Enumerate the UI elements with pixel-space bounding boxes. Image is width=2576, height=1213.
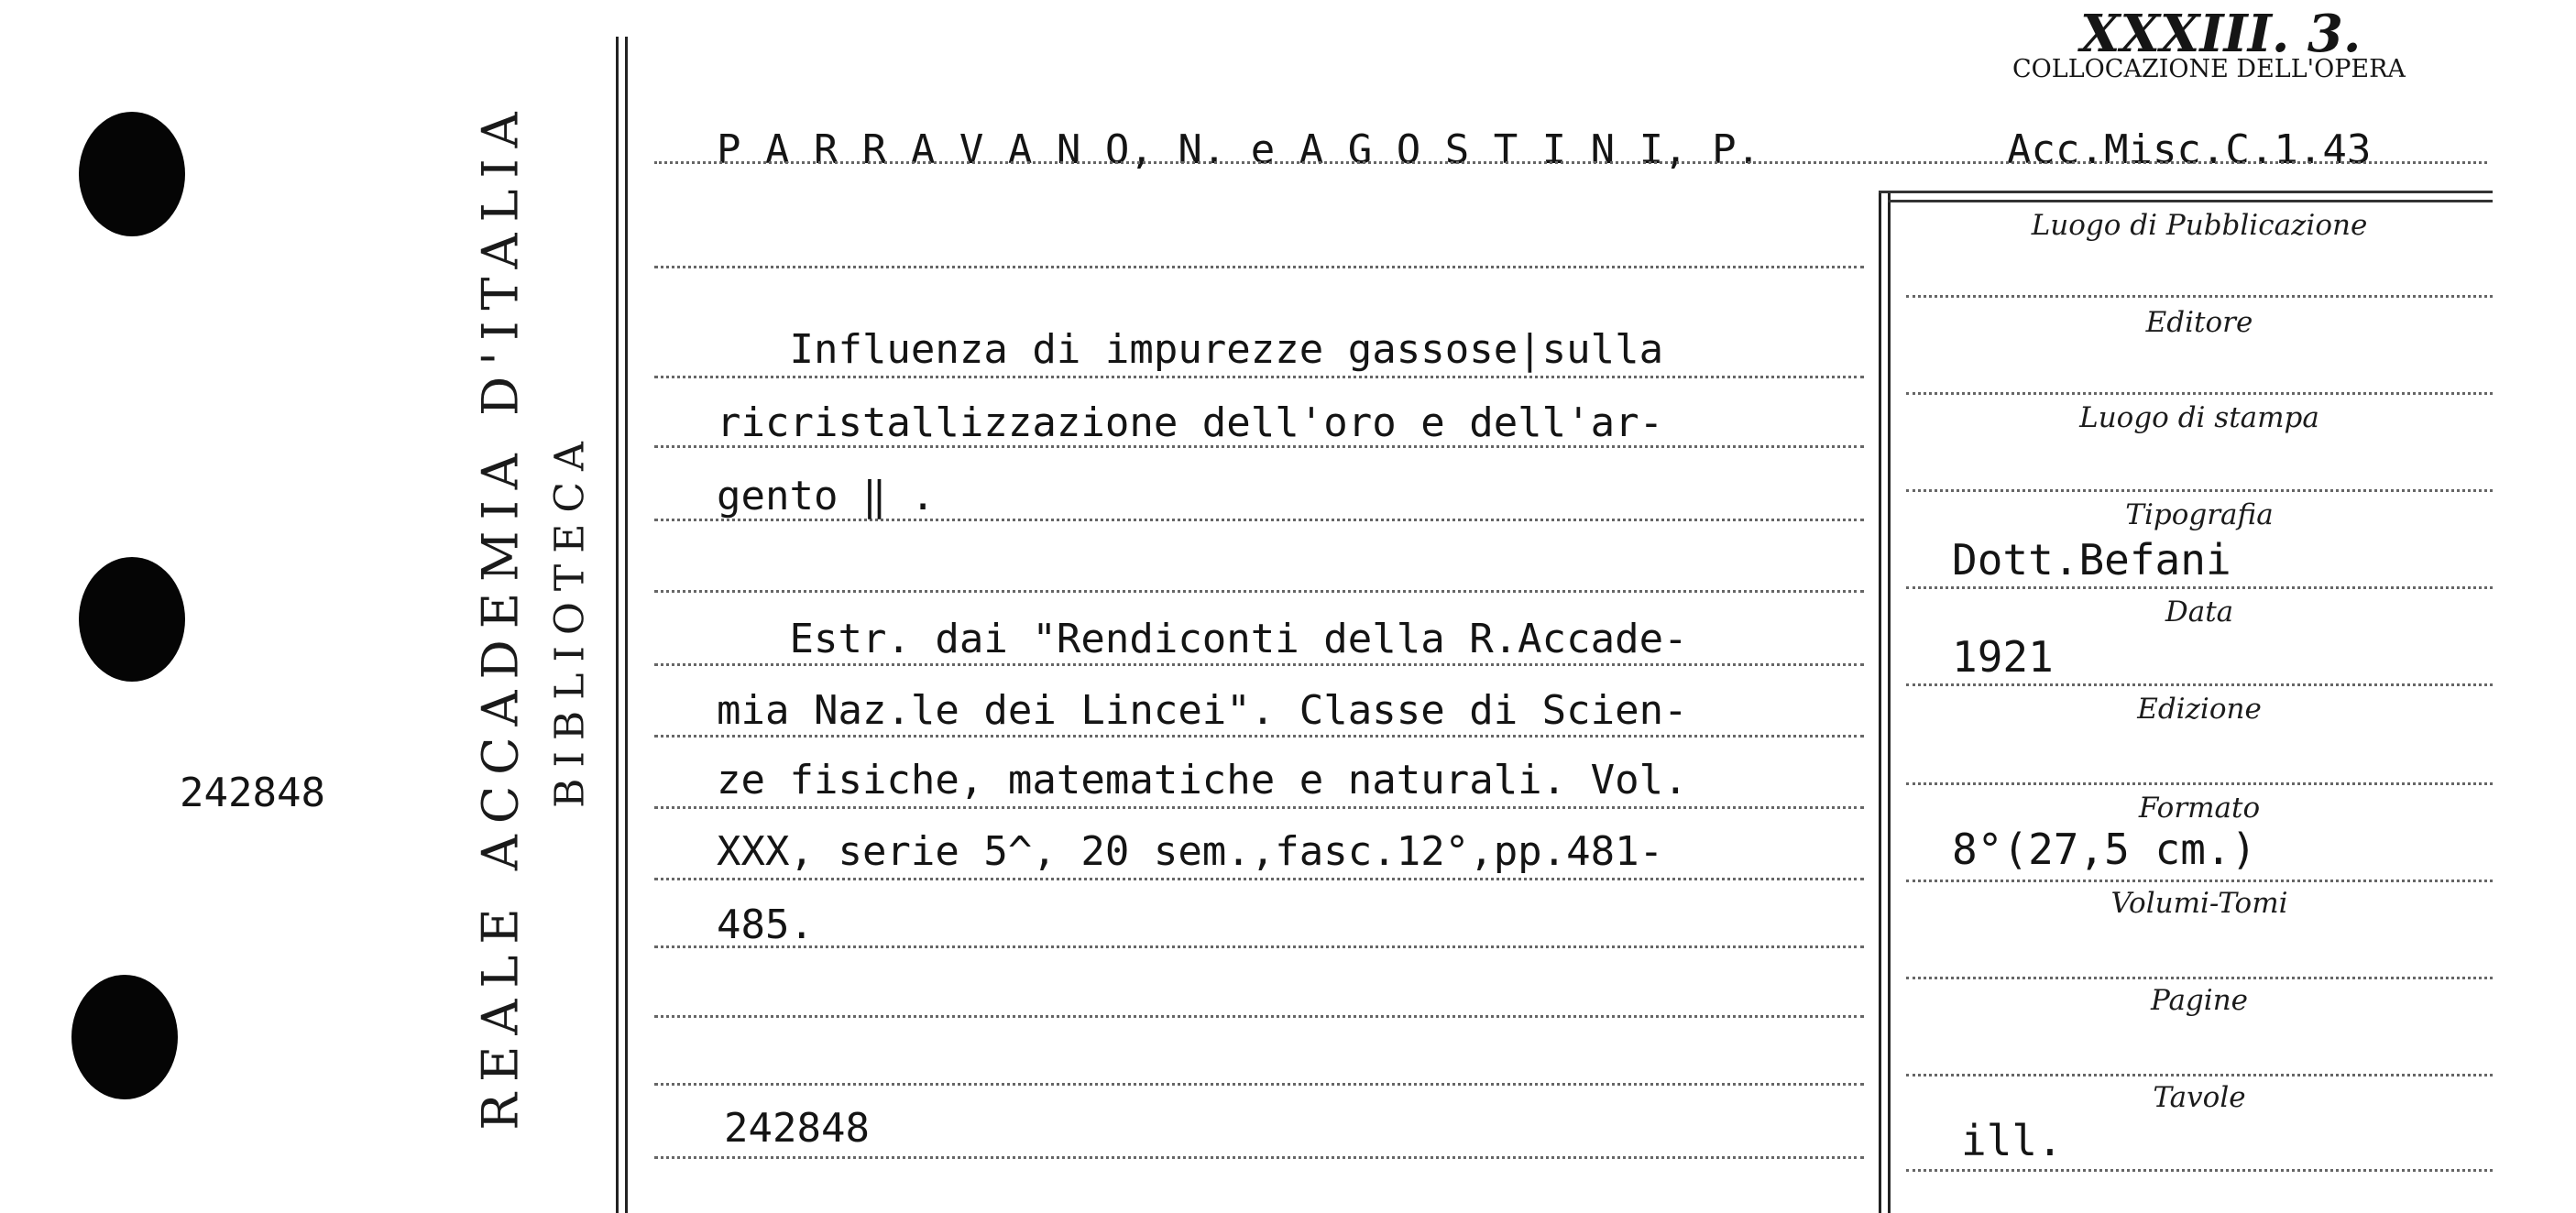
punch-hole-bottom [71,975,178,1099]
margin-divider-line-inner [625,37,628,1213]
field-value-formato: 8°(27,5 cm.) [1952,825,2257,874]
card-rule [654,806,1864,809]
field-rule [1906,977,2493,979]
card-rule [654,1156,1864,1159]
note-line: XXX, serie 5^, 20 sem.,fasc.12°,pp.481- [717,828,1664,875]
authors-rule [654,161,2487,164]
institution-vertical-label: REALE ACCADEMIA D'ITALIA [471,101,530,1131]
field-value-tavole: ill. [1961,1116,2063,1165]
note-line: Estr. dai "Rendiconti della R.Accade- [717,616,1688,662]
field-rule [1906,392,2493,395]
fields-box-left-line-inner [1888,192,1891,1213]
punch-hole-middle [79,557,185,682]
field-rule [1906,1169,2493,1172]
field-label-tavole: Tavole [2153,1081,2246,1114]
card-rule [654,1015,1864,1018]
note-line: ze fisiche, matematiche e naturali. Vol. [717,757,1688,803]
collocation-label: COLLOCAZIONE DELL'OPERA [2012,55,2406,83]
field-label-luogo-pubblicazione: Luogo di Pubblicazione [2031,209,2368,242]
field-label-volumi-tomi: Volumi-Tomi [2110,887,2288,920]
card-rule [654,376,1864,378]
margin-divider-line [616,37,619,1213]
field-rule [1906,586,2493,589]
card-rule [654,266,1864,268]
card-rule [654,1083,1864,1086]
field-label-luogo-stampa: Luogo di stampa [2079,401,2319,434]
note-line: 485. [717,902,814,948]
title-line: ricristallizzazione dell'oro e dell'ar- [717,399,1664,446]
handwritten-shelf-number: XXXIII. 3. [2080,4,2362,64]
field-rule [1906,295,2493,298]
field-rule [1906,1074,2493,1076]
field-label-formato: Formato [2138,792,2261,825]
fields-box-left-line [1879,192,1881,1213]
fields-box-top-line-inner [1888,200,2493,202]
field-label-data: Data [2165,596,2234,628]
field-rule [1906,683,2493,686]
field-label-editore: Editore [2145,306,2253,339]
field-rule [1906,880,2493,882]
field-rule [1906,782,2493,785]
authors-line: P A R R A V A N O, N. e A G O S T I N I, P. [717,126,1761,173]
library-vertical-label: BIBLIOTECA [546,431,594,808]
fields-box-top-line [1879,191,2493,193]
field-label-tipografia: Tipografia [2125,498,2274,531]
left-inventory-number: 242848 [180,770,325,816]
field-label-pagine: Pagine [2150,984,2249,1017]
field-rule [1906,489,2493,492]
field-value-data: 1921 [1952,632,2054,682]
field-label-edizione: Edizione [2137,693,2262,726]
shelfmark: Acc.Misc.C.1.43 [2007,126,2372,173]
card-rule [654,663,1864,666]
title-line: gento ‖ . [717,473,936,519]
punch-hole-top [79,112,185,236]
field-value-tipografia: Dott.Befani [1952,535,2231,585]
card-rule [654,945,1864,948]
note-line: mia Naz.le dei Lincei". Classe di Scien- [717,687,1688,734]
card-rule [654,878,1864,880]
title-line: Influenza di impurezze gassose|sulla [717,326,1664,373]
card-rule [654,590,1864,593]
card-rule [654,735,1864,738]
card-inventory-number: 242848 [724,1105,870,1152]
